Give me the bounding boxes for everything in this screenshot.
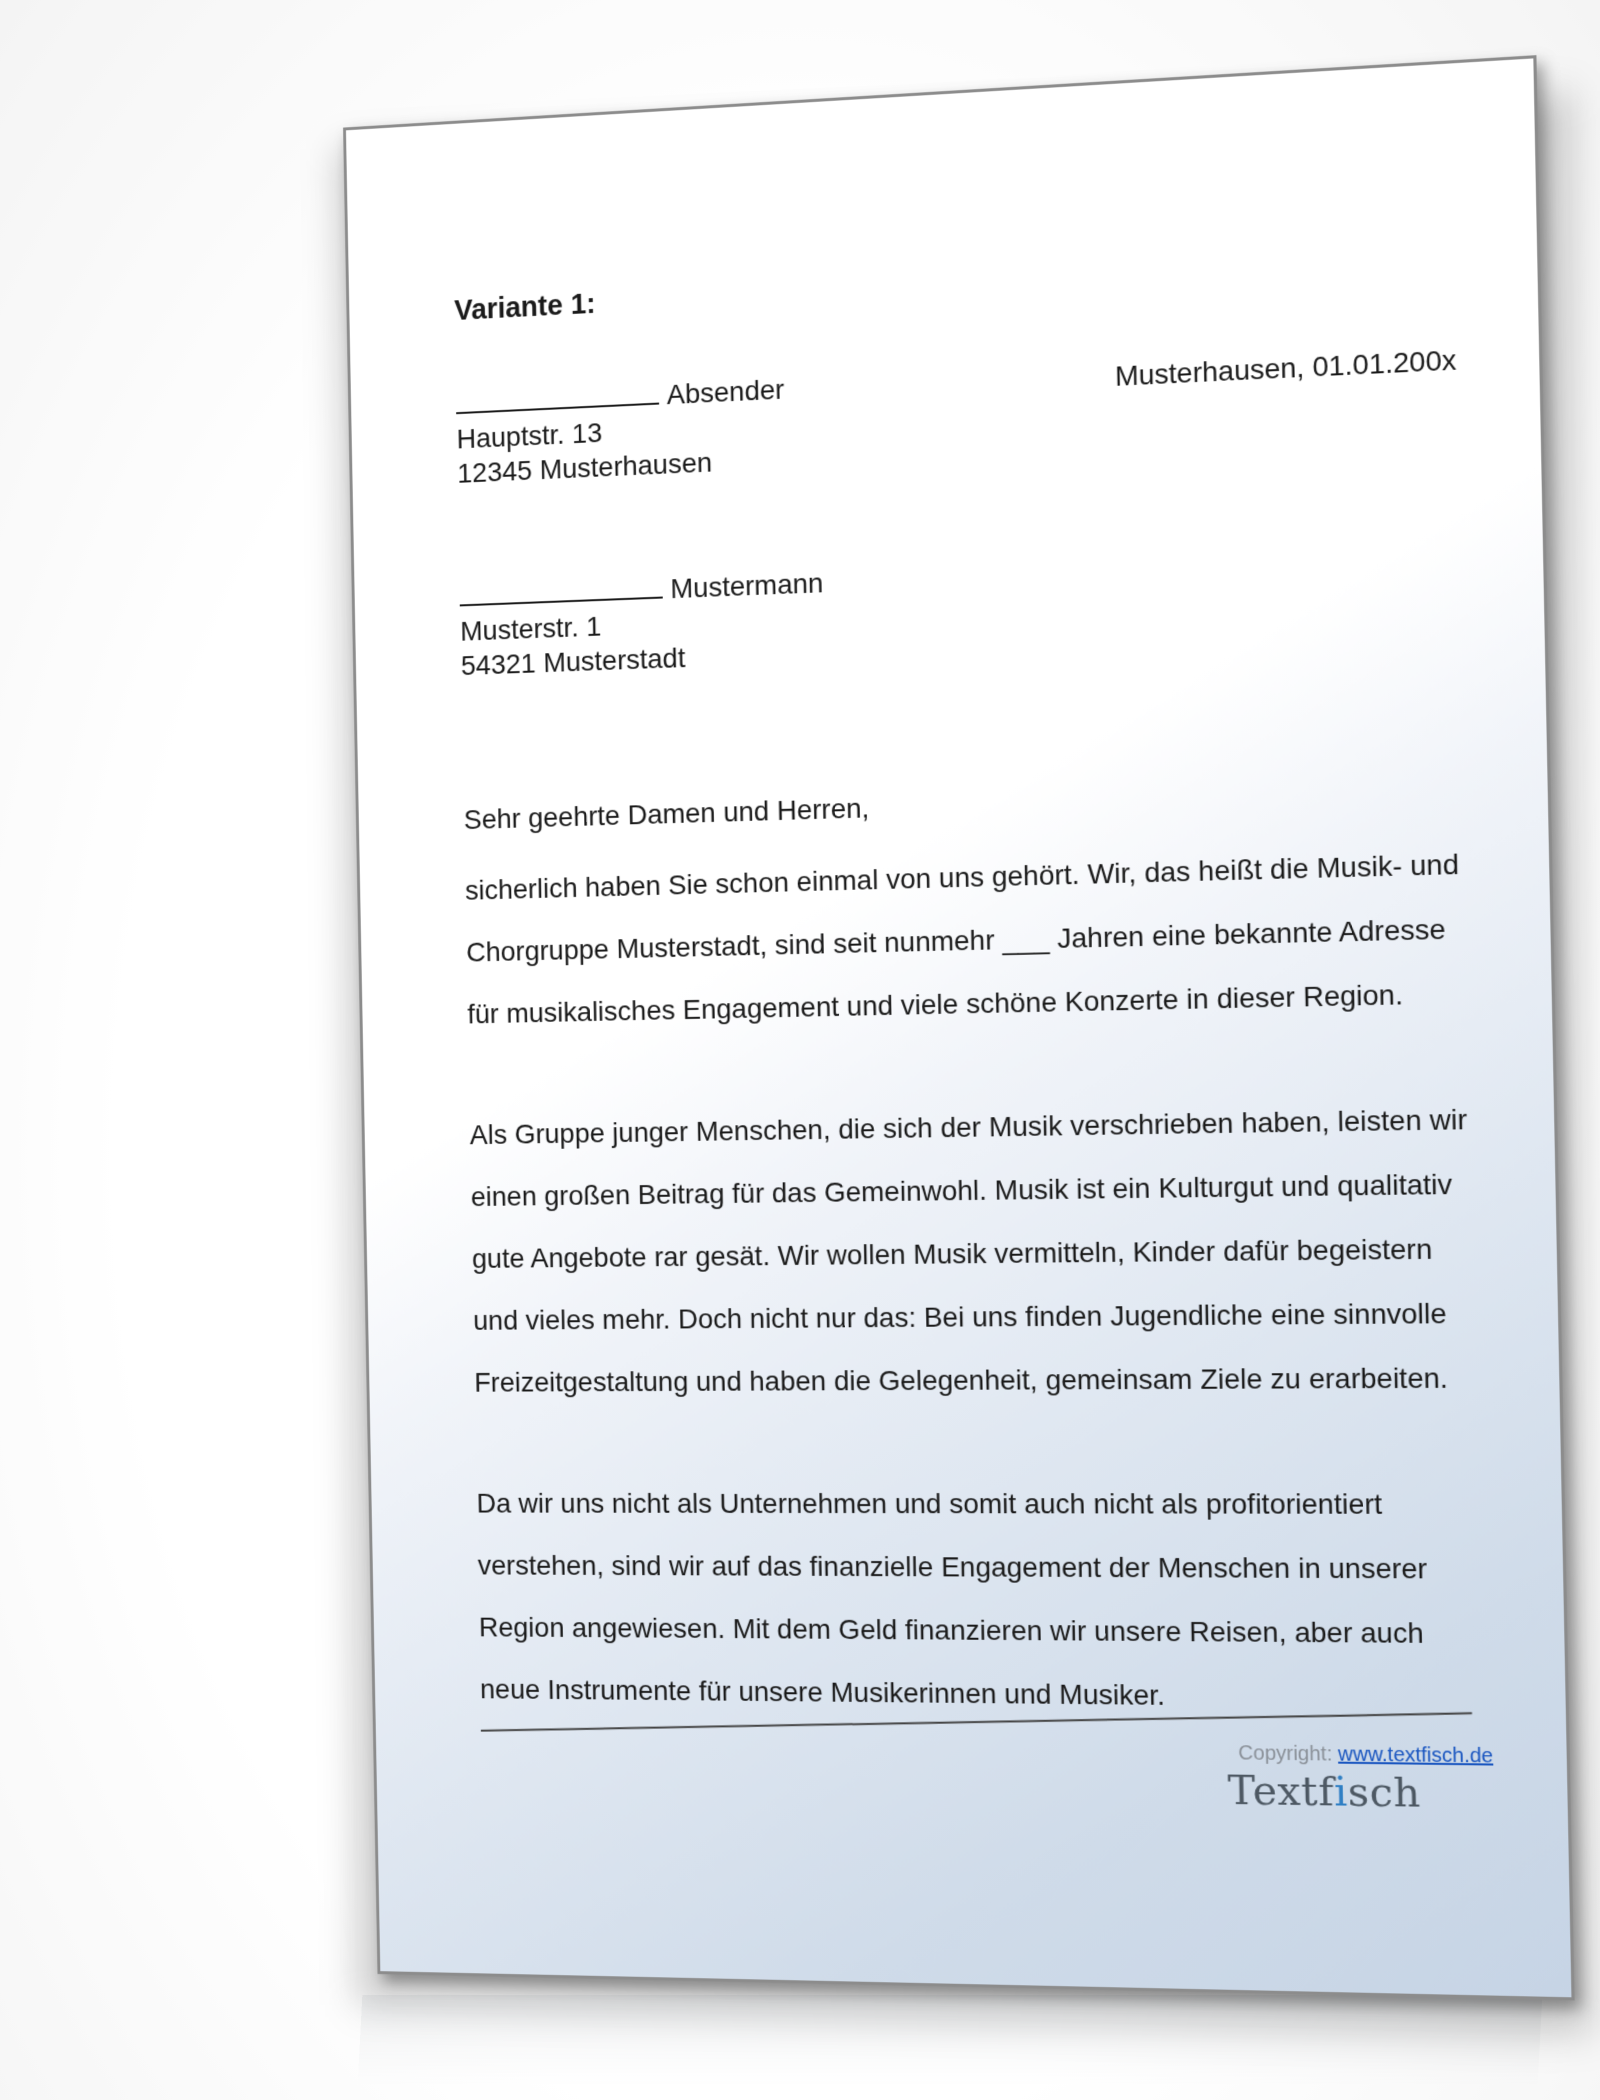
- page-reflection: [358, 1995, 1543, 2085]
- paragraph-funding: Da wir uns nicht als Unternehmen und somit auch nicht als profitorientiert verstehen, sind wir auf das finanzielle Engagement der Menschen in unserer Region angewiesen. Mit dem Geld finanzieren wir unsere Reisen, aber auch neue Instrumente für unsere Musikerinnen und Musiker.: [476, 1487, 1428, 1711]
- textfisch-logo: [1227, 1767, 1421, 1816]
- logo-text-start: Textf: [1227, 1767, 1335, 1816]
- copyright-label: Copyright:: [1238, 1742, 1333, 1766]
- recipient-name-suffix: Mustermann: [670, 567, 824, 605]
- copyright-footer: [1227, 1742, 1494, 1818]
- recipient-name-blank: [459, 571, 662, 607]
- document-page: [343, 55, 1575, 2000]
- sender-city: 12345 Musterhausen: [457, 446, 713, 489]
- place-date: Musterhausen, 01.01.200x: [1114, 344, 1457, 392]
- paragraph-intro: sicherlich haben Sie schon einmal von uns gehört. Wir, das heißt die Musik- und Chorgruppe Musterstadt, sind seit nunmehr ___ Jahren eine bekannte Adresse für musikalisches Engagement und viele schöne Konzerte in dieser Region.: [464, 848, 1460, 1030]
- recipient-street: Musterstr. 1: [459, 610, 602, 647]
- recipient-address: [459, 539, 1462, 683]
- copyright-link[interactable]: www.textfisch.de: [1337, 1743, 1494, 1768]
- sender-street: Hauptstr. 13: [456, 417, 603, 455]
- recipient-city: 54321 Musterstadt: [460, 642, 686, 681]
- variant-heading: Variante 1:: [453, 288, 596, 327]
- copyright-notice: [1227, 1742, 1493, 1769]
- salutation: Sehr geehrte Damen und Herren,: [463, 792, 870, 836]
- letter-content: [454, 243, 1483, 1743]
- sender-row: [456, 338, 1458, 489]
- sender-address: [456, 371, 786, 491]
- sender-name-suffix: Absender: [666, 373, 785, 411]
- logo-text-end: sch: [1347, 1768, 1422, 1817]
- logo-fish-letter: i: [1333, 1768, 1349, 1816]
- sender-name-blank: [456, 377, 659, 414]
- paragraph-mission: Als Gruppe junger Menschen, die sich der Musik verschrieben haben, leisten wir einen großen Beitrag für das Gemeinwohl. Musik ist ein Kulturgut und qualitativ gute Angebote rar gesät. Wir wollen Musik vermitteln, Kinder dafür begeistern und vieles mehr. Doch nicht nur das: Bei uns finden Jugendliche eine sinnvolle Freizeitgestaltung und haben die Gelegenheit, gemeinsam Ziele zu erarbeiten.: [469, 1103, 1468, 1398]
